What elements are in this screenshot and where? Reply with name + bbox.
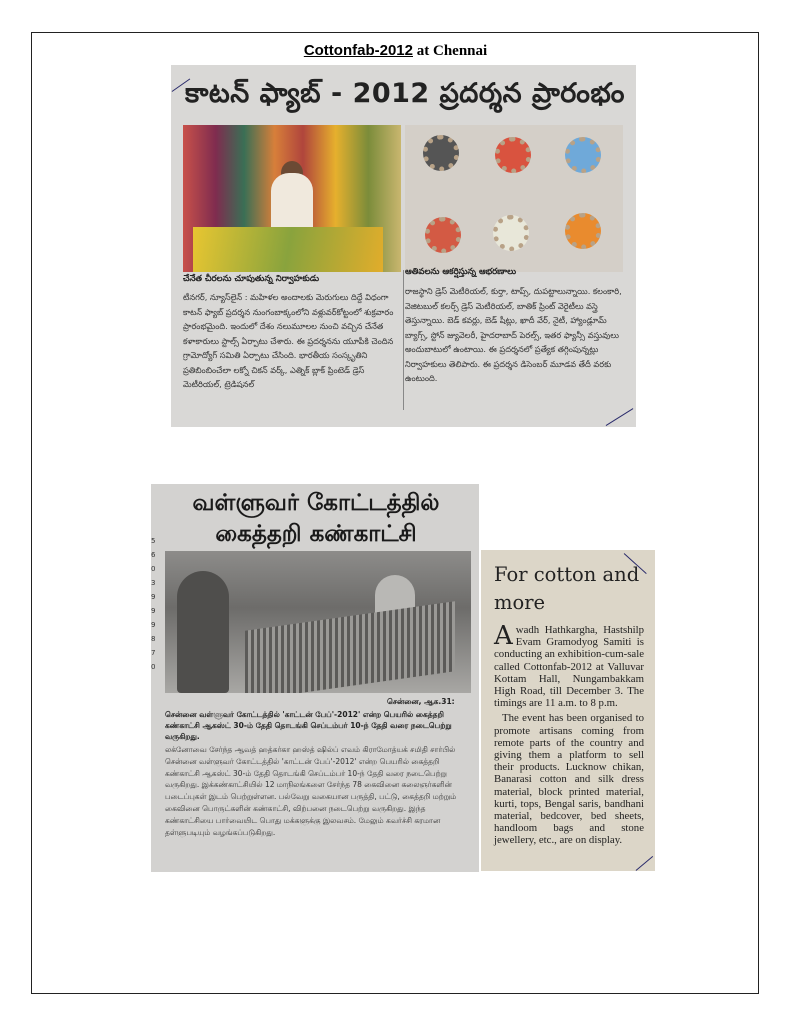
tamil-headline-line2: கைத்தறி கண்காட்சி	[215, 521, 417, 547]
telugu-body-left: టీనగర్, న్యూస్‌లైన్ : మహిళల అందాలకు మెరుగులు దిద్దే విధంగా కాటన్ ఫ్యాబ్ ప్రదర్శన నుంగంబాక్కంలోని వళ్లువర్‌కోట్టంలో శుక్రవారం ప్రారంభమైంది. ఇందులో దేశం నలుమూలల నుంచి వచ్చిన చేనేత కళాకారులు స్టాల్స్ ఏర్పాటు చేశారు. ఈ ప్రదర్శనను యూపీకి చెందిన గ్రామోద్యోగ్ సమితి ఏర్పాటు చేసింది. భారతీయ సంస్కృతిని ప్రతిబింబించేలా లక్నో చికన్ వర్క్, ఎత్నిక్ బ్లాక్ ప్రింటెడ్ డ్రెస్ మెటీరియల్, ట్రెడిషనల్	[183, 292, 394, 389]
drop-cap: A	[494, 621, 513, 651]
pendant-orange	[565, 213, 601, 249]
english-clipping	[481, 550, 655, 871]
telugu-caption-left: చేనేత చీరలను చూపుతున్న నిర్వాహకుడు	[183, 274, 320, 284]
telugu-headline: కాటన్ ఫ్యాబ్ - 2012 ప్రదర్శన ప్రారంభం	[185, 78, 625, 109]
pendant-white	[493, 215, 529, 251]
visitor-figure	[177, 571, 229, 693]
exhibition-photo	[165, 551, 471, 693]
telugu-body-right: రాజస్థాని డ్రెస్ మెటీరియల్, కుర్తా, టాప్స్, దుపట్టాలున్నాయి. కలంకారి, వెజిటబుల్ కలర్స్ డ్రెస్ మెటీరియల్, బాతిక్ ప్రింట్ వెరైటీలు వస్త్రె తెస్తున్నాయి. బెడ్ కవర్లు, బెడ్ షీట్లు, ఖాదీ వేర్, నైటీ, హ్యాండ్లూమ్ బ్యాగ్స్, స్టోన్ జ్యువెలరీ, హైదరాబాద్ పెరల్స్, ఇతర ఫ్యాన్సీ వస్తువులు అందుబాటులో ఉంటాయి. ఈ ప్రదర్శనలో ప్రత్యేక తగ్గింపున్నట్లు నిర్వాహకులు తెలిపారు. ఈ ప్రదర్శన డిసెంబర్ మూడవ తేదీ వరకు ఉంటుంది.	[405, 286, 622, 383]
pendant-grey	[423, 135, 459, 171]
pendant-blue	[565, 137, 601, 173]
english-headline: For cotton and more	[494, 563, 640, 614]
tamil-body: லக்னோவை சேர்ந்த ஆவத் ஹத்கர்கா ஹஸ்த் ஷில்ப் எவம் கிராமோத்யக் சமிதி சார்பில் சென்னை வள்ளுவர் கோட்டத்தில் 'காட்டன் பேப்'-2012' என்ற பெயரில் கைத்தறி கண்காட்சி ஆகஸ்ட் 30-ம் தேதி தொடங்கி செப்டம்பர் 10-ந் தேதி வரை நடைபெற்று வருகிறது. இக்கண்காட்சியில் 12 மாநிலங்களை சேர்ந்த 78 கைவினை கலைஞர்களின் படைப்புகள் இடம் பெற்றுள்ளன. பல்வேறு வகையான பருத்தி, பட்டு, கைத்தறி மற்றும் கைவினை பொருட்களின் கண்காட்சி, விற்பனை நடைபெற்று வருகிறது. இந்த கண்காட்சியை பார்வையிட பொது மக்களுக்கு இலவசம். மேலும் கவர்ச்சி கரமான தள்ளுபடியும் வழங்கப்படுகிறது.	[165, 745, 457, 837]
saree-display-photo	[183, 125, 401, 272]
page-title	[0, 41, 791, 60]
tamil-headline-line1: வள்ளுவர் கோட்டத்தில்	[192, 490, 440, 516]
tamil-clipping	[151, 484, 479, 872]
tamil-dateline: சென்னை, ஆக.31:	[387, 697, 455, 706]
tamil-caption: சென்னை வள்ளுவர் கோட்டத்தில் 'காட்டன் பேப்'-2012' என்ற பெயரில் கைத்தறி கண்காட்சி ஆகஸ்ட் 30-ம் தேதி தொடங்கி செப்டம்பர் 10-ந் தேதி வரை நடைபெற்று வருகிறது.	[165, 710, 452, 741]
telugu-clipping	[171, 65, 636, 427]
pendant-red	[495, 137, 531, 173]
english-body	[494, 621, 644, 850]
english-paragraph-1	[494, 621, 644, 710]
page-title-brand: Cottonfab-2012	[303, 42, 413, 59]
displayed-saree	[245, 601, 455, 693]
english-paragraph-1-text: wadh Hathkargha, Hastshilp Evam Gramodyog Samiti is conducting an exhibition-cum-sale called Cottonfab-2012 at Valluvar Kottam Hall, Nungambakkam High Road, till December 3. The timings are 11 a.m. to 8 p.m.	[494, 624, 644, 710]
page-title-location: at Chennai	[413, 43, 488, 59]
telugu-caption-right: ఆతివలను ఆకర్షిస్తున్న ఆభరణాలు	[405, 267, 517, 277]
pendant-coral	[425, 217, 461, 253]
saree-fold	[193, 227, 383, 272]
tamil-margin-characters: 5 6 0 3 9 9 9 8 7 0	[151, 537, 156, 671]
tamil-headline	[157, 488, 475, 550]
organiser-figure	[271, 173, 313, 233]
jewellery-photo	[405, 125, 623, 272]
english-paragraph-2: The event has been organised to promote artisans coming from remote parts of the country and giving them a platform to sell their products. Lucknow chikan, Banarasi cotton and silk dress material, block printed material, kurti, tops, Bengal saris, bandhani material, bedcover, bed sheets, handloom bags and stone jewellery, etc., are on display.	[494, 712, 644, 847]
